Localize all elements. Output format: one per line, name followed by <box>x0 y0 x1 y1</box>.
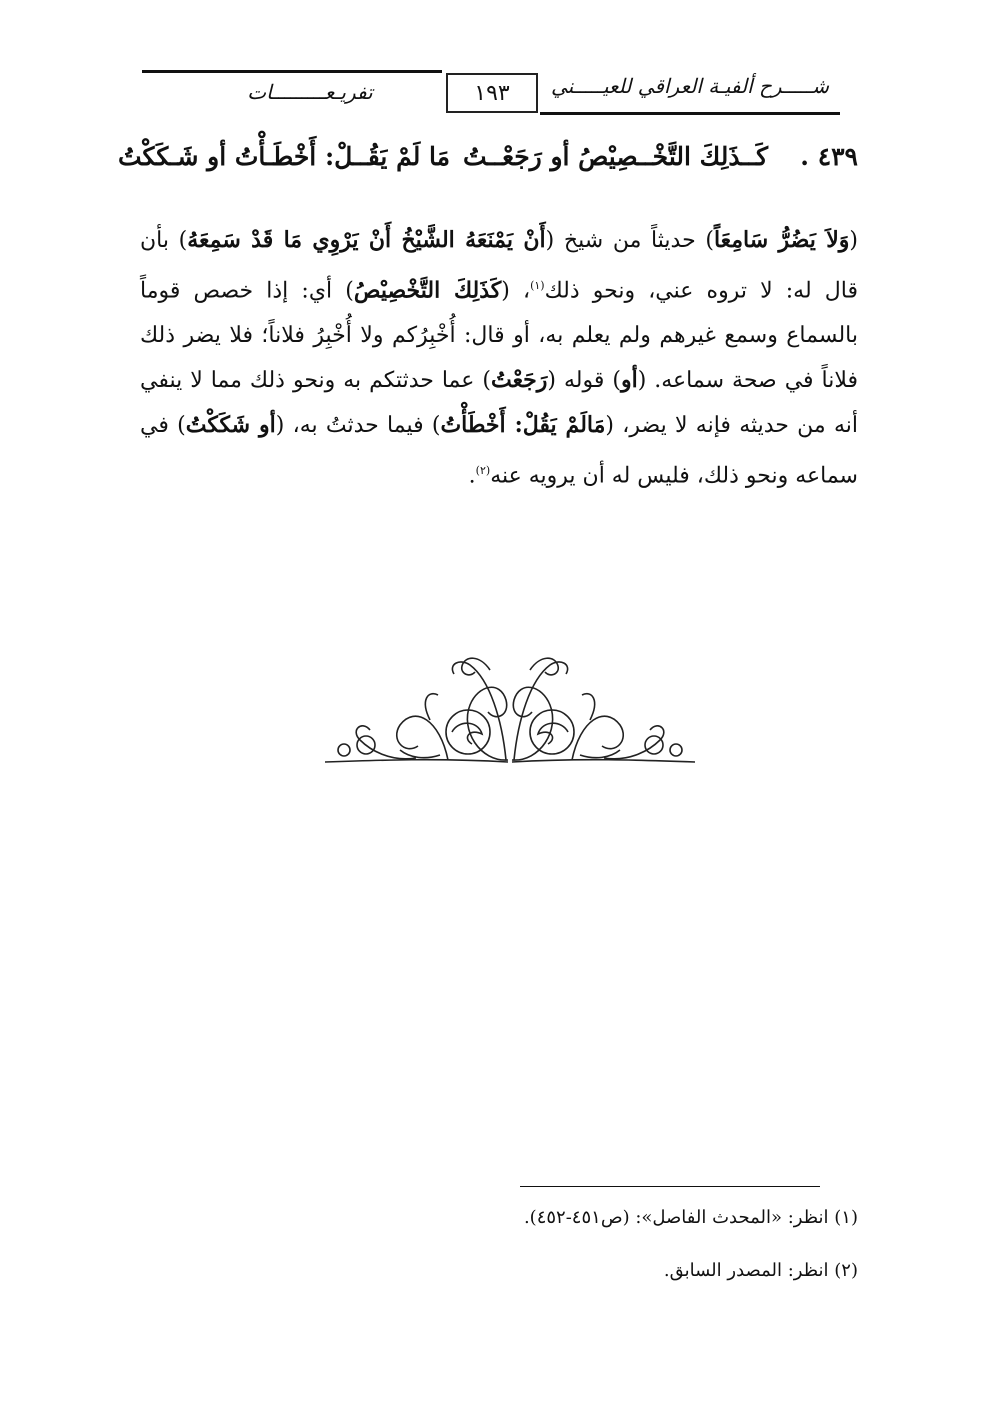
verse-quote: رَجَعْتُ <box>490 367 548 394</box>
footnote-1 <box>258 1207 858 1228</box>
text-segment: ) قوله ( <box>547 368 621 394</box>
text-segment: ) عما حدثتكم به ونحو ذلك مما لا ينفي أنه من حديثه فإنه لا يضر، ( <box>140 368 859 439</box>
verse-number: ٤٣٩ . <box>800 142 858 171</box>
footnote-mark: (٢) <box>834 1260 858 1281</box>
verse-hemistich-first: كَــذَلِكَ التَّخْــصِيْصُ أو رَجَعْــتُ <box>462 142 768 171</box>
commentary-paragraph <box>140 218 858 499</box>
text-segment: ( <box>849 228 858 253</box>
chapter-title: تفريـعـــــــــات <box>247 80 373 104</box>
header-rule-left <box>142 70 442 73</box>
text-segment: . <box>468 463 476 489</box>
text-segment: ) بأن قال له: لا تروه عني، ونحو ذلك <box>140 228 858 304</box>
text-segment: ) حديثاً من شيخ ( <box>545 228 714 253</box>
footnote-text: انظر: «المحدث الفاصل»: (ص٤٥١-٤٥٢). <box>523 1207 829 1228</box>
verse-line <box>118 142 858 186</box>
text-segment: ) أي: إذا خصص قوماً بالسماع وسمع غيرهم ولم يعلم به، أو قال: أُخْبِرُكم ولا أُخْبِرُ فلاناً؛ فلا يضر ذلك فلاناً في صحة سماعه. ( <box>140 278 858 394</box>
footnote-text: انظر: المصدر السابق. <box>663 1260 829 1281</box>
page-number: ١٩٣ <box>446 73 538 113</box>
footnote-mark: (١) <box>834 1207 858 1228</box>
footnote-separator <box>520 1186 820 1187</box>
floral-ornament-icon <box>320 650 700 775</box>
footnote-ref: (١) <box>530 279 545 292</box>
text-segment: ، ( <box>501 278 531 304</box>
text-segment: ) فيما حدثتُ به، ( <box>275 413 441 439</box>
verse-hemistich-second: مَا لَمْ يَقُــلْ: أَخْطَـأْتُ أو شَـكَكْتُ <box>118 142 451 171</box>
verse-quote: أو شَكَكْتُ <box>185 412 276 439</box>
footnote-2 <box>258 1260 858 1281</box>
book-title: شـــــرح ألفيـة العراقي للعيـــــني <box>551 74 829 98</box>
footnote-ref: (٢) <box>475 464 491 478</box>
verse-quote: كَذَلِكَ التَّخْصِيْصُ <box>353 277 502 304</box>
header-rule-right <box>540 112 840 115</box>
verse-quote: أو <box>620 367 638 394</box>
verse-quote: مَالَمْ يَقُلْ: أَخْطَأْتُ <box>440 412 606 439</box>
verse-quote: أَنْ يَمْنَعَهُ الشَّيْخُ أَنْ يَرْوِي مَا قَدْ سَمِعَهُ <box>187 227 546 253</box>
verse-quote: وَلاَ يَضُرُّ سَامِعَاً <box>713 227 850 253</box>
text-segment: ) في سماعه ونحو ذلك، فليس له أن يرويه عنه <box>140 413 858 489</box>
